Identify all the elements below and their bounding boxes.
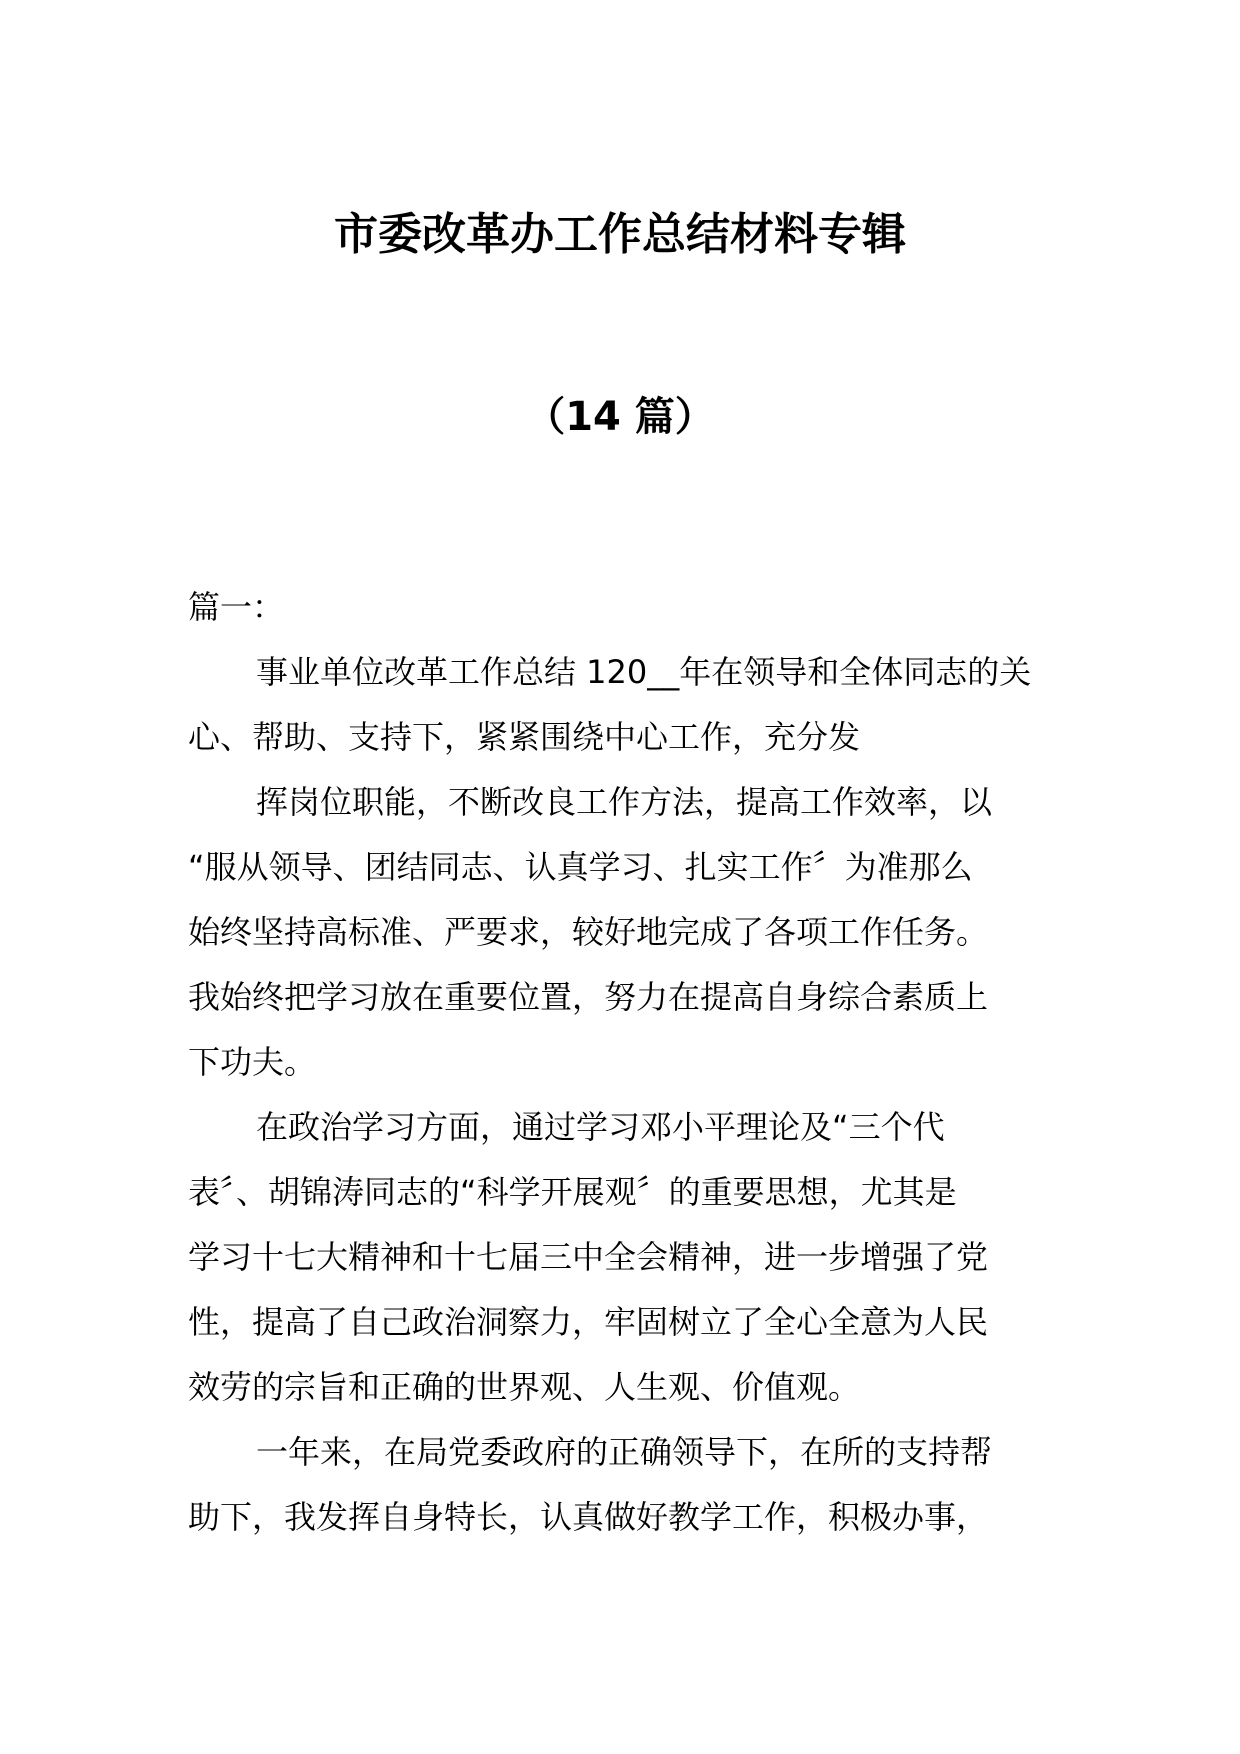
body-line: 篇一： (188, 588, 285, 626)
body-line: 一年来，在局党委政府的正确领导下，在所的支持帮 (256, 1433, 993, 1471)
body-line: 事业单位改革工作总结 120__年在领导和全体同志的关 (256, 653, 1032, 691)
body-line: 心、帮助、支持下，紧紧围绕中心工作，充分发 (188, 718, 861, 756)
body-line: 助下，我发挥自身特长，认真做好教学工作，积极办事， (188, 1498, 989, 1536)
document-body (188, 575, 1052, 1550)
document-subtitle: （14 篇） (525, 394, 715, 440)
body-line: 性，提高了自己政治洞察力，牢固树立了全心全意为人民 (188, 1303, 989, 1341)
document-title: 市委改革办工作总结材料专辑 (334, 209, 906, 260)
body-line: 表〞、胡锦涛同志的“科学开展观〞的重要思想，尤其是 (188, 1173, 957, 1211)
body-line: 在政治学习方面，通过学习邓小平理论及“三个代 (256, 1108, 945, 1146)
body-line: 下功夫。 (188, 1043, 317, 1081)
body-line: 始终坚持高标准、严要求，较好地完成了各项工作任务。 (188, 913, 989, 951)
body-line: 学习十七大精神和十七届三中全会精神，进一步增强了党 (188, 1238, 989, 1276)
body-line: “服从领导、团结同志、认真学习、扎实工作〞为准那么 (188, 848, 973, 886)
body-line: 挥岗位职能，不断改良工作方法，提高工作效率，以 (256, 783, 993, 821)
body-line: 我始终把学习放在重要位置，努力在提高自身综合素质上 (188, 978, 989, 1016)
body-line: 效劳的宗旨和正确的世界观、人生观、价值观。 (188, 1368, 861, 1406)
